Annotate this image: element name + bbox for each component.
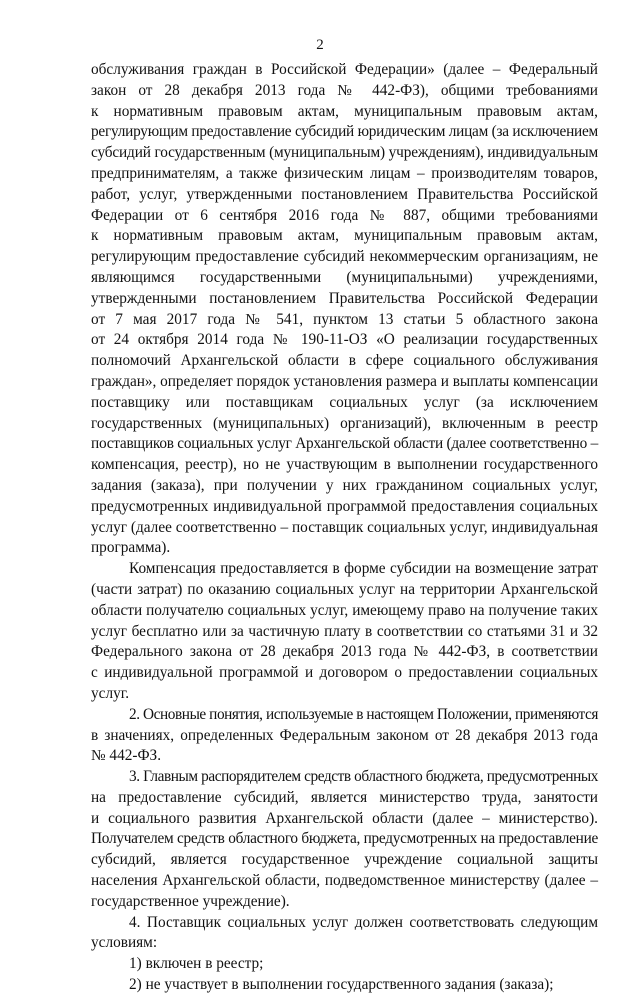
text-line: субсидий государственным (муниципальным) учреждениям), индивидуальным bbox=[91, 144, 598, 162]
text-line: условиям: bbox=[91, 934, 158, 952]
text-line: с индивидуальной программой и договором о предоставлении социальных bbox=[91, 664, 598, 682]
text-line: и социального развития Архангельской области (далее – министерство). bbox=[91, 809, 598, 827]
text-line: регулирующим предоставление субсидий некоммерческим организациям, не bbox=[91, 248, 598, 266]
text-line: 2) не участвует в выполнении государственного задания (заказа); bbox=[129, 976, 554, 994]
text-line: Федерального закона от 28 декабря 2013 года № 442-ФЗ, в соответствии bbox=[91, 643, 598, 661]
text-line: № 442-ФЗ. bbox=[91, 747, 162, 765]
text-line: предусмотренных индивидуальной программой предоставления социальных bbox=[91, 497, 598, 515]
text-line: поставщику или поставщикам социальных услуг (за исключением bbox=[91, 393, 598, 411]
text-line: на предоставление субсидий, является министерство труда, занятости bbox=[91, 788, 598, 806]
document-body bbox=[91, 60, 598, 996]
text-line: работ, услуг, утвержденными постановлением Правительства Российской bbox=[91, 185, 598, 203]
text-line: 2. Основные понятия, используемые в настоящем Положении, применяются bbox=[129, 705, 598, 723]
text-line: области получателю социальных услуг, имеющему право на получение таких bbox=[91, 601, 598, 619]
text-line: к нормативным правовым актам, муниципальным правовым актам, bbox=[91, 102, 598, 120]
text-line: 3. Главным распорядителем средств областного бюджета, предусмотренных bbox=[129, 768, 598, 786]
text-line: программа). bbox=[91, 539, 171, 557]
text-line: регулирующим предоставление субсидий юридическим лицам (за исключением bbox=[91, 123, 598, 141]
text-line: к нормативным правовым актам, муниципальным правовым актам, bbox=[91, 227, 598, 245]
text-line: населения Архангельской области, подведомственное министерству (далее – bbox=[91, 872, 598, 890]
text-line: обслуживания граждан в Российской Федерации» (далее – Федеральный bbox=[91, 61, 598, 78]
text-line: граждан», определяет порядок установления размера и выплаты компенсации bbox=[91, 372, 598, 390]
text-line: являющимся государственными (муниципальными) учреждениями, bbox=[91, 268, 598, 286]
text-line: поставщиков социальных услуг Архангельской области (далее соответственно – bbox=[91, 435, 598, 453]
text-line: государственное учреждение). bbox=[91, 892, 290, 910]
text-line: 4. Поставщик социальных услуг должен соответствовать следующим bbox=[129, 913, 598, 931]
text-line: Компенсация предоставляется в форме субсидии на возмещение затрат bbox=[129, 560, 598, 578]
text-line: 1) включен в реестр; bbox=[129, 955, 264, 973]
text-line: предпринимателям, а также физическим лицам – производителям товаров, bbox=[91, 164, 598, 182]
text-line: субсидий, является государственное учреждение социальной защиты bbox=[91, 851, 598, 869]
text-line: Федерации от 6 сентября 2016 года № 887, общими требованиями bbox=[91, 206, 598, 224]
text-line: услуг. bbox=[91, 684, 130, 702]
text-line: в значениях, определенных Федеральным законом от 28 декабря 2013 года bbox=[91, 726, 598, 744]
text-line: задания (заказа), при получении у них гражданином социальных услуг, bbox=[91, 476, 598, 494]
page-number: 2 bbox=[316, 37, 324, 53]
text-line: от 24 октября 2014 года № 190-11-ОЗ «О реализации государственных bbox=[91, 331, 598, 349]
text-line: Получателем средств областного бюджета, предусмотренных на предоставление bbox=[91, 830, 599, 848]
text-line: от 7 мая 2017 года № 541, пунктом 13 статьи 5 областного закона bbox=[91, 310, 598, 328]
text-line: закон от 28 декабря 2013 года № 442-ФЗ), общими требованиями bbox=[91, 81, 598, 99]
text-line: услуг бесплатно или за частичную плату в соответствии со статьями 31 и 32 bbox=[91, 622, 598, 640]
text-line: компенсация, реестр), но не участвующим в выполнении государственного bbox=[91, 456, 598, 474]
text-line: полномочий Архангельской области в сфере социального обслуживания bbox=[91, 352, 598, 370]
text-line: (части затрат) по оказанию социальных услуг на территории Архангельской bbox=[91, 580, 598, 598]
text-line: государственных (муниципальных) организаций), включенным в реестр bbox=[91, 414, 598, 432]
text-line: услуг (далее соответственно – поставщик социальных услуг, индивидуальная bbox=[91, 518, 598, 536]
text-line: утвержденными постановлением Правительства Российской Федерации bbox=[91, 289, 598, 307]
